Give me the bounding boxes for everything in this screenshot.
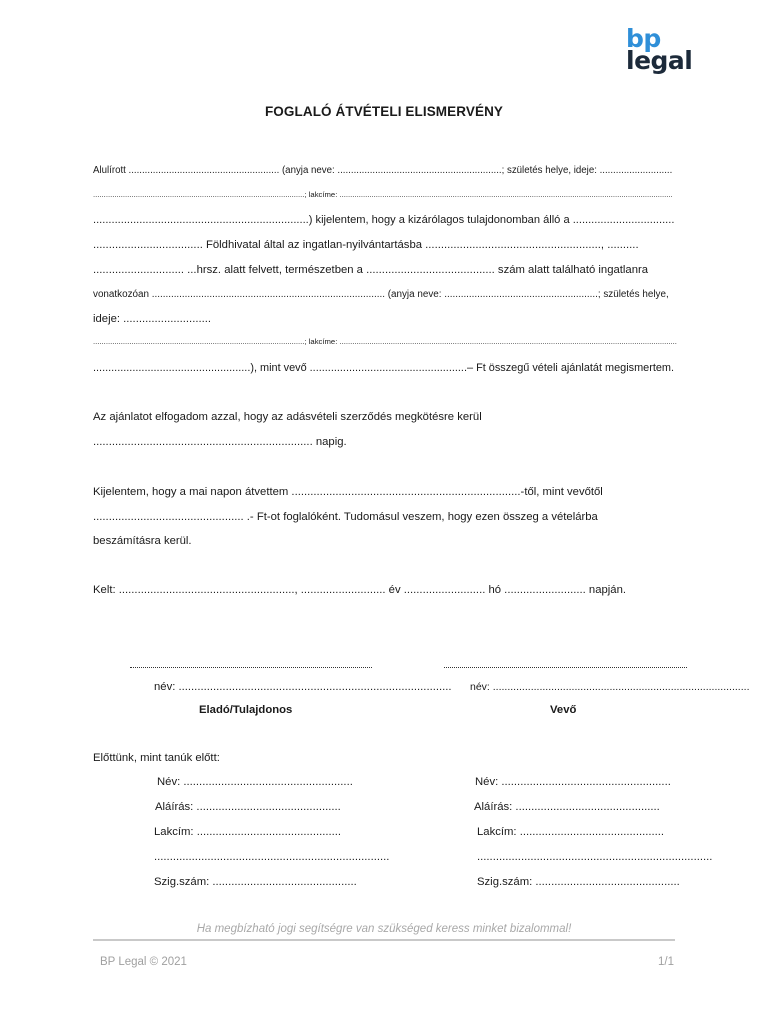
para2-line-1: Az ajánlatot elfogadom azzal, hogy az adásvételi szerződés megkötésre kerül <box>93 411 482 423</box>
witness-intro: Előttünk, mint tanúk előtt: <box>93 752 220 764</box>
brand-logo <box>626 26 692 73</box>
para2-line-2: ...................................................................... napig. <box>93 436 347 448</box>
body-line-7: ideje: ............................ <box>93 313 212 325</box>
body-line-4: ................................... Földhivatal által az ingatlan-nyilvántartásba ........................................................, .......... <box>93 239 639 251</box>
date-line: Kelt: ........................................................, ........................... év .......................... hó .......................... napján. <box>93 584 626 596</box>
buyer-role-label: Vevő <box>550 704 577 716</box>
para3-line-3: beszámításra kerül. <box>93 535 192 547</box>
footer-note: Ha megbízható jogi segítségre van szükséged keress minket bizalommal! <box>196 923 572 935</box>
witness1-name: Név: ...................................................... <box>157 776 353 788</box>
witness2-address-2: ........................................................................... <box>477 851 713 863</box>
seller-role-label: Eladó/Tulajdonos <box>199 704 293 716</box>
para3-line-1: Kijelentem, hogy a mai napon átvettem .........................................................................-től, mint vevőtől <box>93 486 603 498</box>
footer-copyright: BP Legal © 2021 <box>100 956 187 968</box>
buyer-name-field: név: ........................................................................................ <box>470 681 750 693</box>
document-title: FOGLALÓ ÁTVÉTELI ELISMERVÉNY <box>264 104 504 119</box>
witness1-address-2: ........................................................................... <box>154 851 390 863</box>
witness1-signature: Aláírás: .............................................. <box>155 801 341 813</box>
footer-divider <box>93 939 675 941</box>
buyer-signature-line <box>444 667 687 668</box>
body-line-6: vonatkozóan ..................................................................................... (anyja neve: ........................................................; születés helye, <box>93 289 669 300</box>
seller-signature-line <box>130 667 372 668</box>
body-line-8: ...................................................................................................; lakcíme: .............................................................................................................................................................. <box>93 337 677 346</box>
body-line-2: ...................................................................................................; lakcíme: ............................................................................................................................................................ <box>93 190 673 199</box>
witness2-id: Szig.szám: .............................................. <box>477 876 680 888</box>
page-number: 1/1 <box>658 956 674 968</box>
witness2-signature: Aláírás: .............................................. <box>474 801 660 813</box>
seller-name-field: név: ....................................................................................... <box>154 681 452 693</box>
logo-bp-text: bp <box>626 24 661 53</box>
body-line-1: Alulírott ........................................................ (anyja neve: .............................................................; születés helye, ideje: ........................... <box>93 165 673 176</box>
para3-line-2: ................................................ .- Ft-ot foglalóként. Tudomásul veszem, hogy ezen összeg a vételárba <box>93 511 598 523</box>
witness2-address: Lakcím: .............................................. <box>477 826 665 838</box>
witness2-name: Név: ...................................................... <box>475 776 671 788</box>
witness1-id: Szig.szám: .............................................. <box>154 876 357 888</box>
body-line-5: ............................. ...hrsz. alatt felvett, természetben a ......................................... szám alatt található ingatlanra <box>93 264 649 276</box>
body-line-9: ....................................................), mint vevő ....................................................– Ft összegű vételi ajánlatát megismertem. <box>93 362 675 374</box>
witness1-address: Lakcím: .............................................. <box>154 826 342 838</box>
body-line-3: ......................................................................) kijelentem, hogy a kizárólagos tulajdonomban álló a ................................. <box>93 214 675 226</box>
logo-legal-text: legal <box>626 46 693 75</box>
